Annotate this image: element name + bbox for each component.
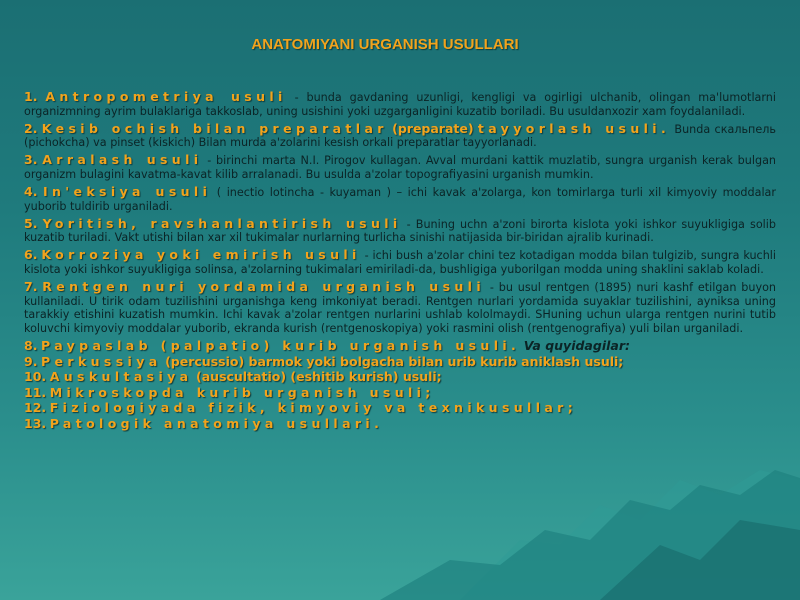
list-item: [24, 153, 776, 181]
separator: -: [364, 249, 373, 263]
method-name: Antropometriya usuli: [45, 89, 287, 104]
item-number: 4.: [24, 184, 38, 200]
list-item: [24, 355, 776, 370]
separator: -: [406, 217, 416, 231]
item-number: 13.: [24, 415, 47, 431]
list-item: [24, 370, 776, 385]
list-item: [24, 280, 776, 335]
method-name: Kesib ochish bilan preparatlar: [41, 120, 388, 136]
item-number: 6.: [24, 247, 38, 263]
method-term: (preparate): [392, 120, 474, 136]
method-name: Auskultasiya: [49, 369, 193, 385]
item-number: 12.: [24, 400, 47, 416]
list-item: [24, 90, 776, 118]
separator: -: [207, 154, 217, 168]
method-name: Yoritish, ravshanlantirish usuli: [42, 215, 402, 231]
page-title: ANATOMIYANI URGANISH USULLARI: [251, 36, 519, 53]
list-item: [24, 217, 776, 245]
method-term: (percussio) barmok yoki bolgacha bilan urib kurib aniklash usuli;: [165, 353, 624, 369]
method-name: Patologik anatomiya usullari.: [49, 415, 384, 431]
item-number: 9.: [24, 353, 38, 369]
list-item: [24, 386, 776, 401]
item-number: 3.: [24, 152, 38, 168]
list-item: [24, 185, 776, 213]
list-item: [24, 401, 776, 416]
item-number: 5.: [24, 215, 38, 231]
method-name: Paypaslab (palpatio) kurib urganish usuli.: [41, 338, 521, 353]
method-name: Perkussiya: [41, 353, 162, 369]
method-term: (auscultatio) (eshitib kurish) usuli;: [196, 369, 442, 385]
list-item: [24, 339, 776, 354]
item-number: 10.: [24, 369, 47, 385]
list-item: [24, 417, 776, 432]
method-description: ( inectio lotincha - kuyaman ) – ichi kavak a'zolarga, kon tomirlarga turli xil kimyoviy moddalar yuborib tuldirib urganiladi.: [24, 186, 777, 213]
item-number: 7.: [24, 279, 38, 295]
separator: -: [294, 91, 307, 104]
method-description: ichi bush a'zolar chini tez kotadigan modda bilan tulgizib, sungra kuchli kislota yoki ishkor suyukligiga solinsa, a'zolarning tukimalari emiriladi-da, bushligiga yuborilgan modda uning shaklini saklab koladi.: [24, 249, 776, 277]
method-name: Rentgen nuri yordamida urganish usuli: [42, 279, 485, 295]
method-description: bunda gavdaning uzunligi, kengligi va ogirligi ulchanib, olingan ma'lumotlarni organizmning ayrim bulaklariga takkoslab, uning usishini yoki uzgarganligini kuzatib boriladi. Bu usuldanxozir xam foydalaniladi.: [24, 91, 777, 118]
method-description: bu usul rentgen (1895) nuri kashf etilgan buyon kullaniladi. U tirik odam tuzilishini urganishga keng imkoniyat beradi. Rentgen nurlari yordamida suyaklar tuzilishini, ayniksa uning tarakkiy etishini kuzatish mumkin. Ichi kavak a'zolar rentgen nurlarini ushlab kololmaydi. SHuning uchun ularga rentgen nurini tutib koluvchi kimyoviy moddalar yuborib, ekranda kurish (rentgenoskopiya) yoki rasmini olish (rentgenografiya) yuli bilan urganiladi.: [24, 281, 777, 335]
method-description: birinchi marta N.I. Pirogov kullagan. Avval murdani kattik muzlatib, sungra urganish kerak bulgan organizm bulagini kavatma-kavat kilib arralanadi. Bu usulda a'zolar topografiyasini urganish mumkin.: [24, 154, 777, 181]
methods-list: [24, 90, 776, 433]
separator: -: [489, 281, 499, 295]
method-name: Korroziya yoki emirish usuli: [41, 247, 361, 263]
method-description: Buning uchn a'zoni birorta kislota yoki ishkor suyukligiga solib kuzatib turiladi. Vakt utishi bilan xar xil tukimalar nurlarning turlicha sinishi natijasida bir-biridan ajralib kurinadi.: [24, 217, 776, 245]
italic-note: Va quyidagilar:: [523, 338, 630, 353]
short-methods-list: [24, 339, 776, 432]
list-item: [24, 122, 776, 150]
method-name: In'eksiya usuli: [43, 184, 212, 200]
method-name-cont: tayyorlash usuli.: [477, 120, 671, 136]
method-name: Arralash usuli: [42, 152, 203, 168]
method-name: Fiziologiyada fizik, kimyoviy va texnikusullar;: [49, 400, 578, 416]
item-number: 8.: [24, 338, 38, 353]
item-number: 11.: [24, 384, 47, 400]
item-number: 2.: [24, 120, 38, 136]
list-item: [24, 248, 776, 276]
item-number: 1.: [24, 89, 38, 104]
method-name: Mikroskopda kurib urganish usuli;: [49, 384, 435, 400]
method-description: Bunda скальпель (pichokcha) va pinset (kiskich) Bilan murda a'zolarini kesish orkali preparatlar tayyorlanadi.: [24, 122, 777, 150]
